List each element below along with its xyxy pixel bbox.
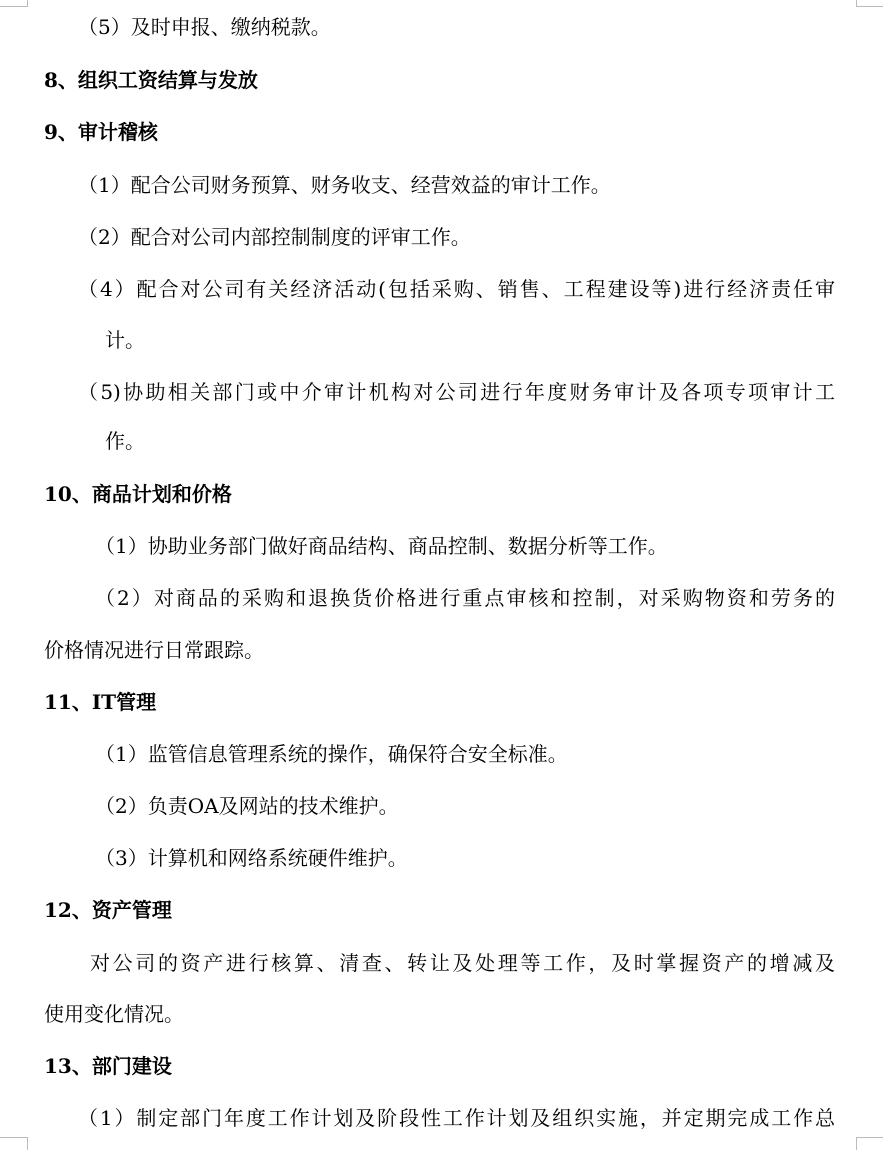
list-item: （1）配合公司财务预算、财务收支、经营效益的审计工作。 xyxy=(78,173,611,197)
section-heading: 9、审计稽核 xyxy=(44,120,158,144)
margin-mark-bottom-left xyxy=(0,1137,28,1150)
section-heading: 13、部门建设 xyxy=(44,1054,172,1078)
list-item: （3）计算机和网络系统硬件维护。 xyxy=(95,846,408,870)
section-heading: 8、组织工资结算与发放 xyxy=(44,68,258,92)
list-item-continuation: 作。 xyxy=(105,429,145,453)
list-item: （2）负责OA及网站的技术维护。 xyxy=(95,794,399,818)
paragraph: 对公司的资产进行核算、清查、转让及处理等工作，及时掌握资产的增减及 xyxy=(90,951,835,975)
list-item: （2）对商品的采购和退换货价格进行重点审核和控制，对采购物资和劳务的 xyxy=(95,586,835,610)
list-item: （1）制定部门年度工作计划及阶段性工作计划及组织实施，并定期完成工作总 xyxy=(78,1106,835,1130)
list-item: （1）监管信息管理系统的操作，确保符合安全标准。 xyxy=(95,742,568,766)
list-item: （1）协助业务部门做好商品结构、商品控制、数据分析等工作。 xyxy=(95,534,668,558)
list-item: （5)协助相关部门或中介审计机构对公司进行年度财务审计及各项专项审计工 xyxy=(78,380,835,404)
list-item: （5）及时申报、缴纳税款。 xyxy=(78,15,331,39)
margin-mark-top-left xyxy=(0,0,28,7)
list-item-continuation: 计。 xyxy=(105,328,145,352)
margin-mark-top-right xyxy=(856,0,883,7)
paragraph-continuation: 使用变化情况。 xyxy=(44,1002,184,1026)
section-heading: 10、商品计划和价格 xyxy=(44,482,232,506)
margin-mark-bottom-right xyxy=(856,1137,883,1150)
section-heading: 12、资产管理 xyxy=(44,898,172,922)
section-heading: 11、IT管理 xyxy=(44,690,157,714)
list-item: （2）配合对公司内部控制制度的评审工作。 xyxy=(78,225,471,249)
list-item-continuation: 价格情况进行日常跟踪。 xyxy=(44,638,264,662)
list-item: （4）配合对公司有关经济活动(包括采购、销售、工程建设等)进行经济责任审 xyxy=(78,277,835,301)
